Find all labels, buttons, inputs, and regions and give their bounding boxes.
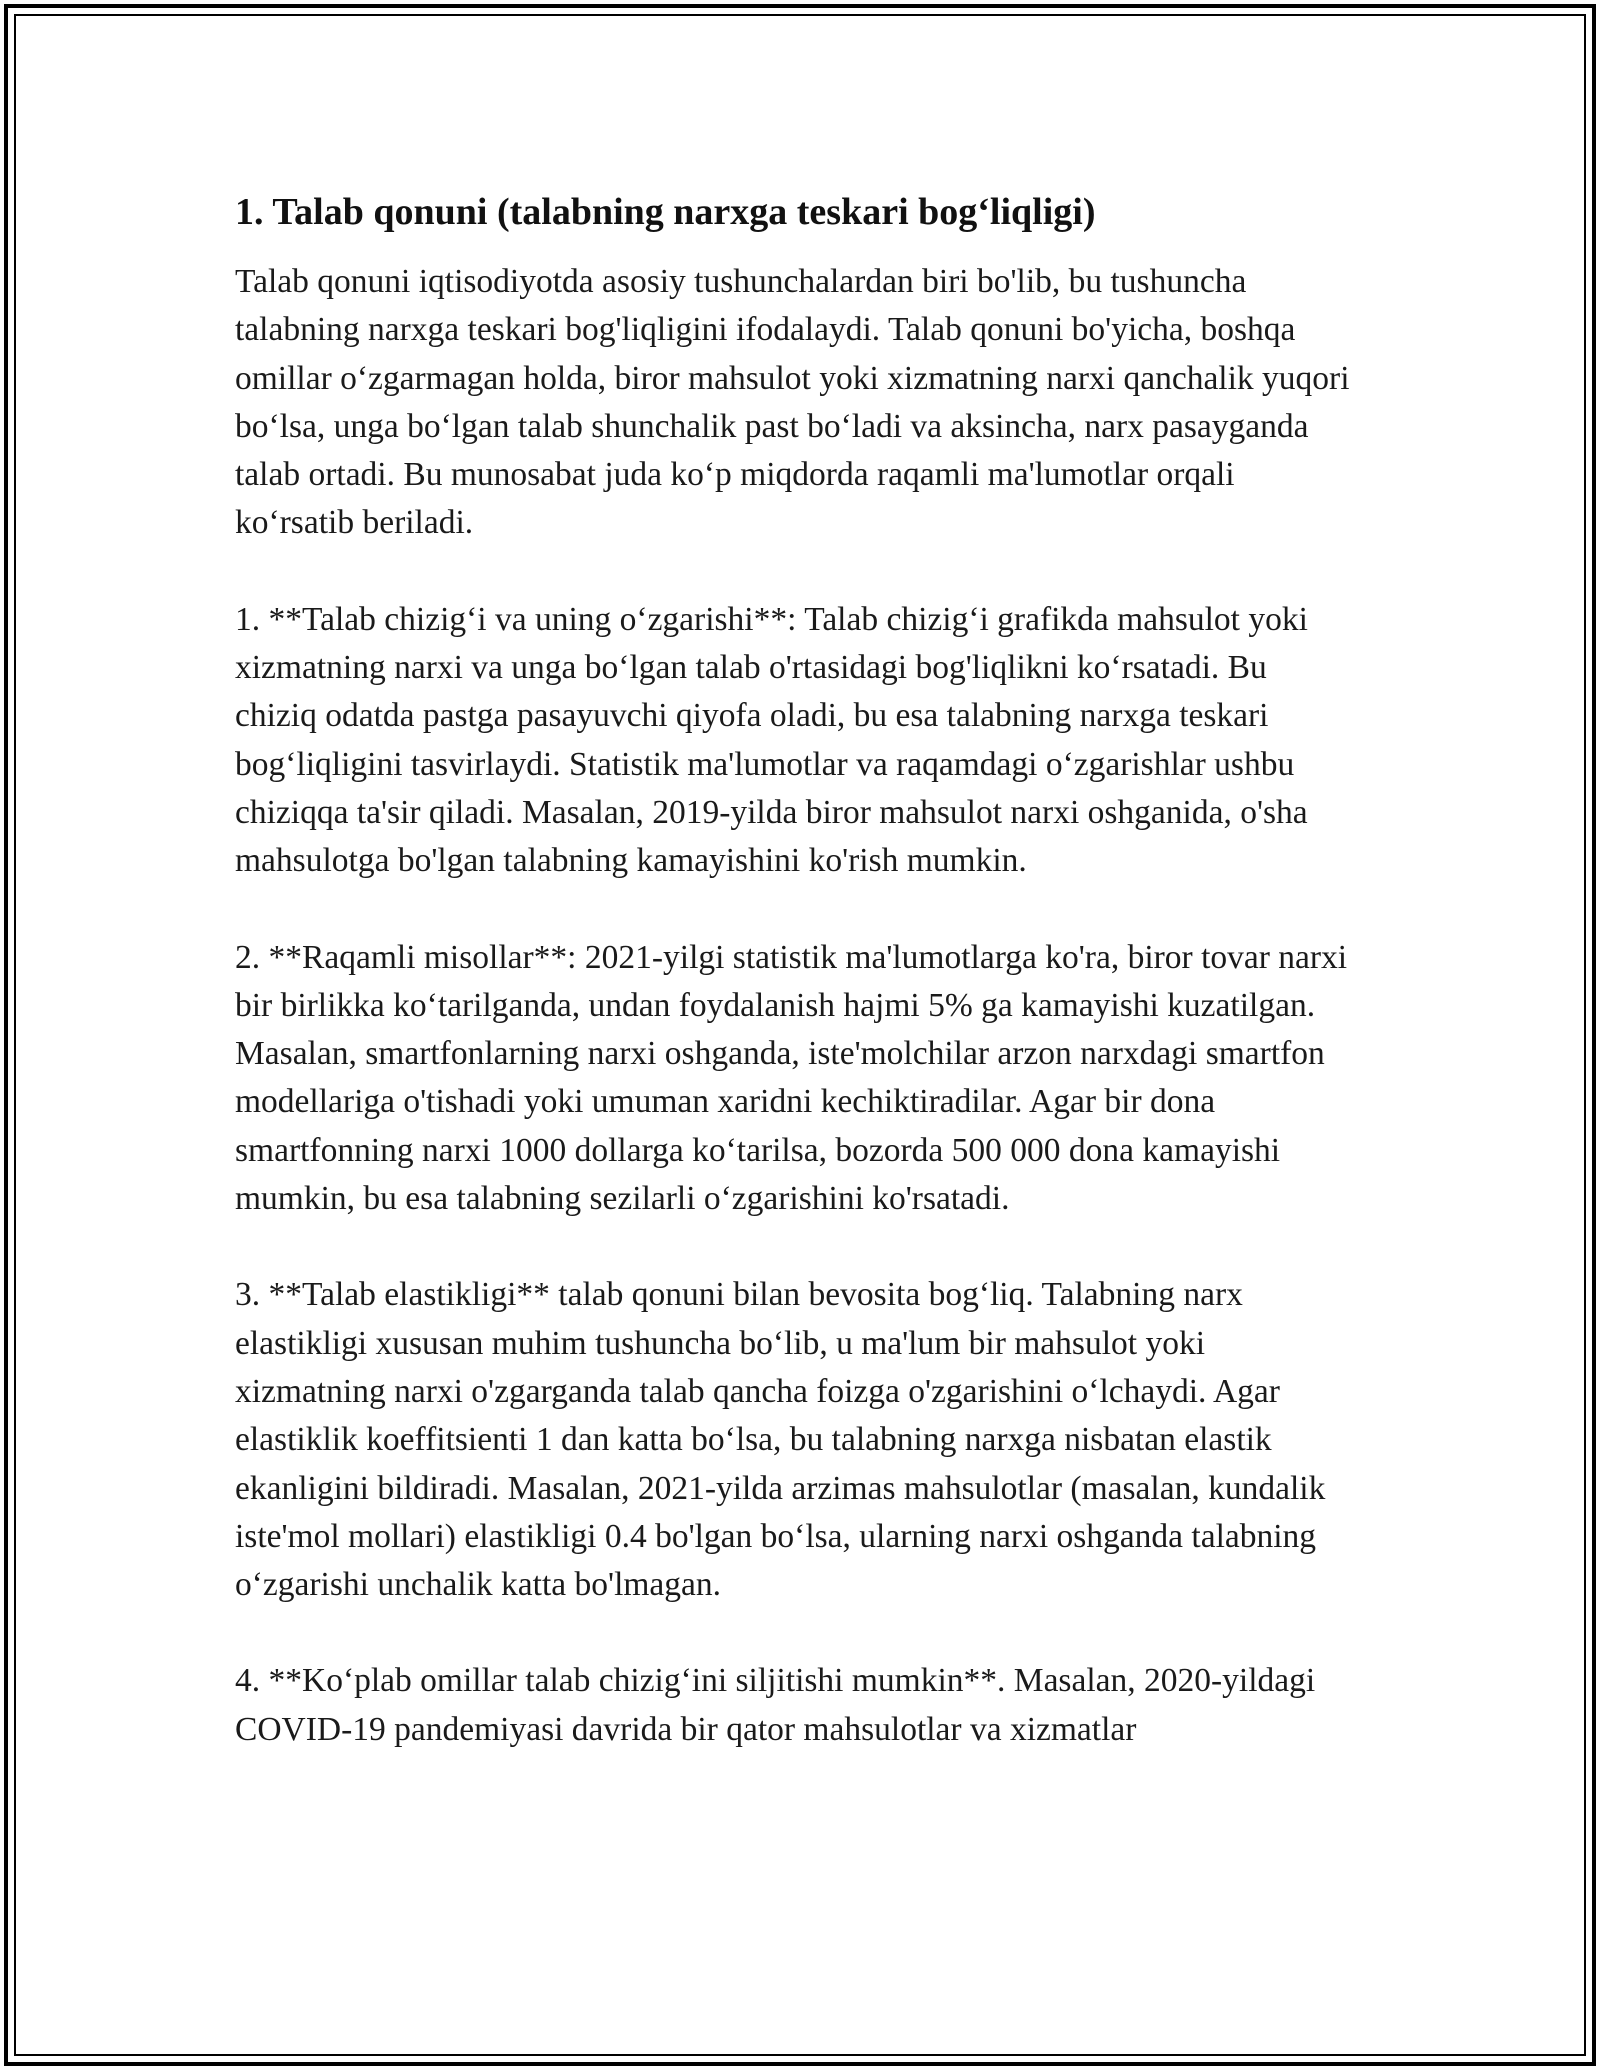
intro-paragraph: Talab qonuni iqtisodiyotda asosiy tushunchalardan biri bo'lib, bu tushuncha talabning narxga teskari bog'liqligini ifodalaydi. Talab qonuni bo'yicha, boshqa omillar o‘zgarmagan holda, biror mahsulot yoki xizmatning narxi qanchalik yuqori bo‘lsa, unga bo‘lgan talab shunchalik past bo‘ladi va aksincha, narx pasayganda talab ortadi. Bu munosabat juda ko‘p miqdorda raqamli ma'lumotlar orqali ko‘rsatib beriladi. xyxy=(235,263,1350,542)
paragraph-elasticity: 3. **Talab elastikligi** talab qonuni bilan bevosita bog‘liq. Talabning narx elastikligi xususan muhim tushuncha bo‘lib, u ma'lum bir mahsulot yoki xizmatning narxi o'zgarganda talab qancha foizga o'zgarishini o‘lchaydi. Agar elastiklik koeffitsienti 1 dan katta bo‘lsa, bu talabning narxga nisbatan elastik ekanligini bildiradi. Masalan, 2021-yilda arzimas mahsulotlar (masalan, kundalik iste'mol mollari) elastikligi 0.4 bo'lgan bo‘lsa, ularning narxi oshganda talabning o‘zgarishi unchalik katta bo'lmagan. xyxy=(235,1276,1326,1604)
paragraph-demand-curve: 1. **Talab chizig‘i va uning o‘zgarishi**: Talab chizig‘i grafikda mahsulot yoki xizmatning narxi va unga bo‘lgan talab o'rtasidagi bog'liqlikni ko‘rsatadi. Bu chiziq odatda pastga pasayuvchi qiyofa oladi, bu esa talabning narxga teskari bog‘liqligini tasvirlaydi. Statistik ma'lumotlar va raqamdagi o‘zgarishlar ushbu chiziqqa ta'sir qiladi. Masalan, 2019-yilda biror mahsulot narxi oshganida, o'sha mahsulotga bo'lgan talabning kamayishini ko'rish mumkin. xyxy=(235,600,1308,880)
paragraph-numeric-examples: 2. **Raqamli misollar**: 2021-yilgi statistik ma'lumotlarga ko'ra, biror tovar narxi bir birlikka ko‘tarilganda, undan foydalanish hajmi 5% ga kamayishi kuzatilgan. Masalan, smartfonlarning narxi oshganda, iste'molchilar arzon narxdagi smartfon modellariga o'tishadi yoki umuman xaridni kechiktiradilar. Agar bir dona smartfonning narxi 1000 dollarga ko‘tarilsa, bozorda 500 000 dona kamayishi mumkin, bu esa talabning sezilarli o‘zgarishini ko'rsatadi. xyxy=(235,938,1348,1218)
paragraph-shift-factors: 4. **Ko‘plab omillar talab chizig‘ini siljitishi mumkin**. Masalan, 2020-yildagi COVID-19 pandemiyasi davrida bir qator mahsulotlar va xizmatlar xyxy=(235,1662,1316,1748)
section-heading: 1. Talab qonuni (talabning narxga teskari bog‘liqligi) xyxy=(235,191,1096,233)
document-body xyxy=(235,188,1350,1802)
